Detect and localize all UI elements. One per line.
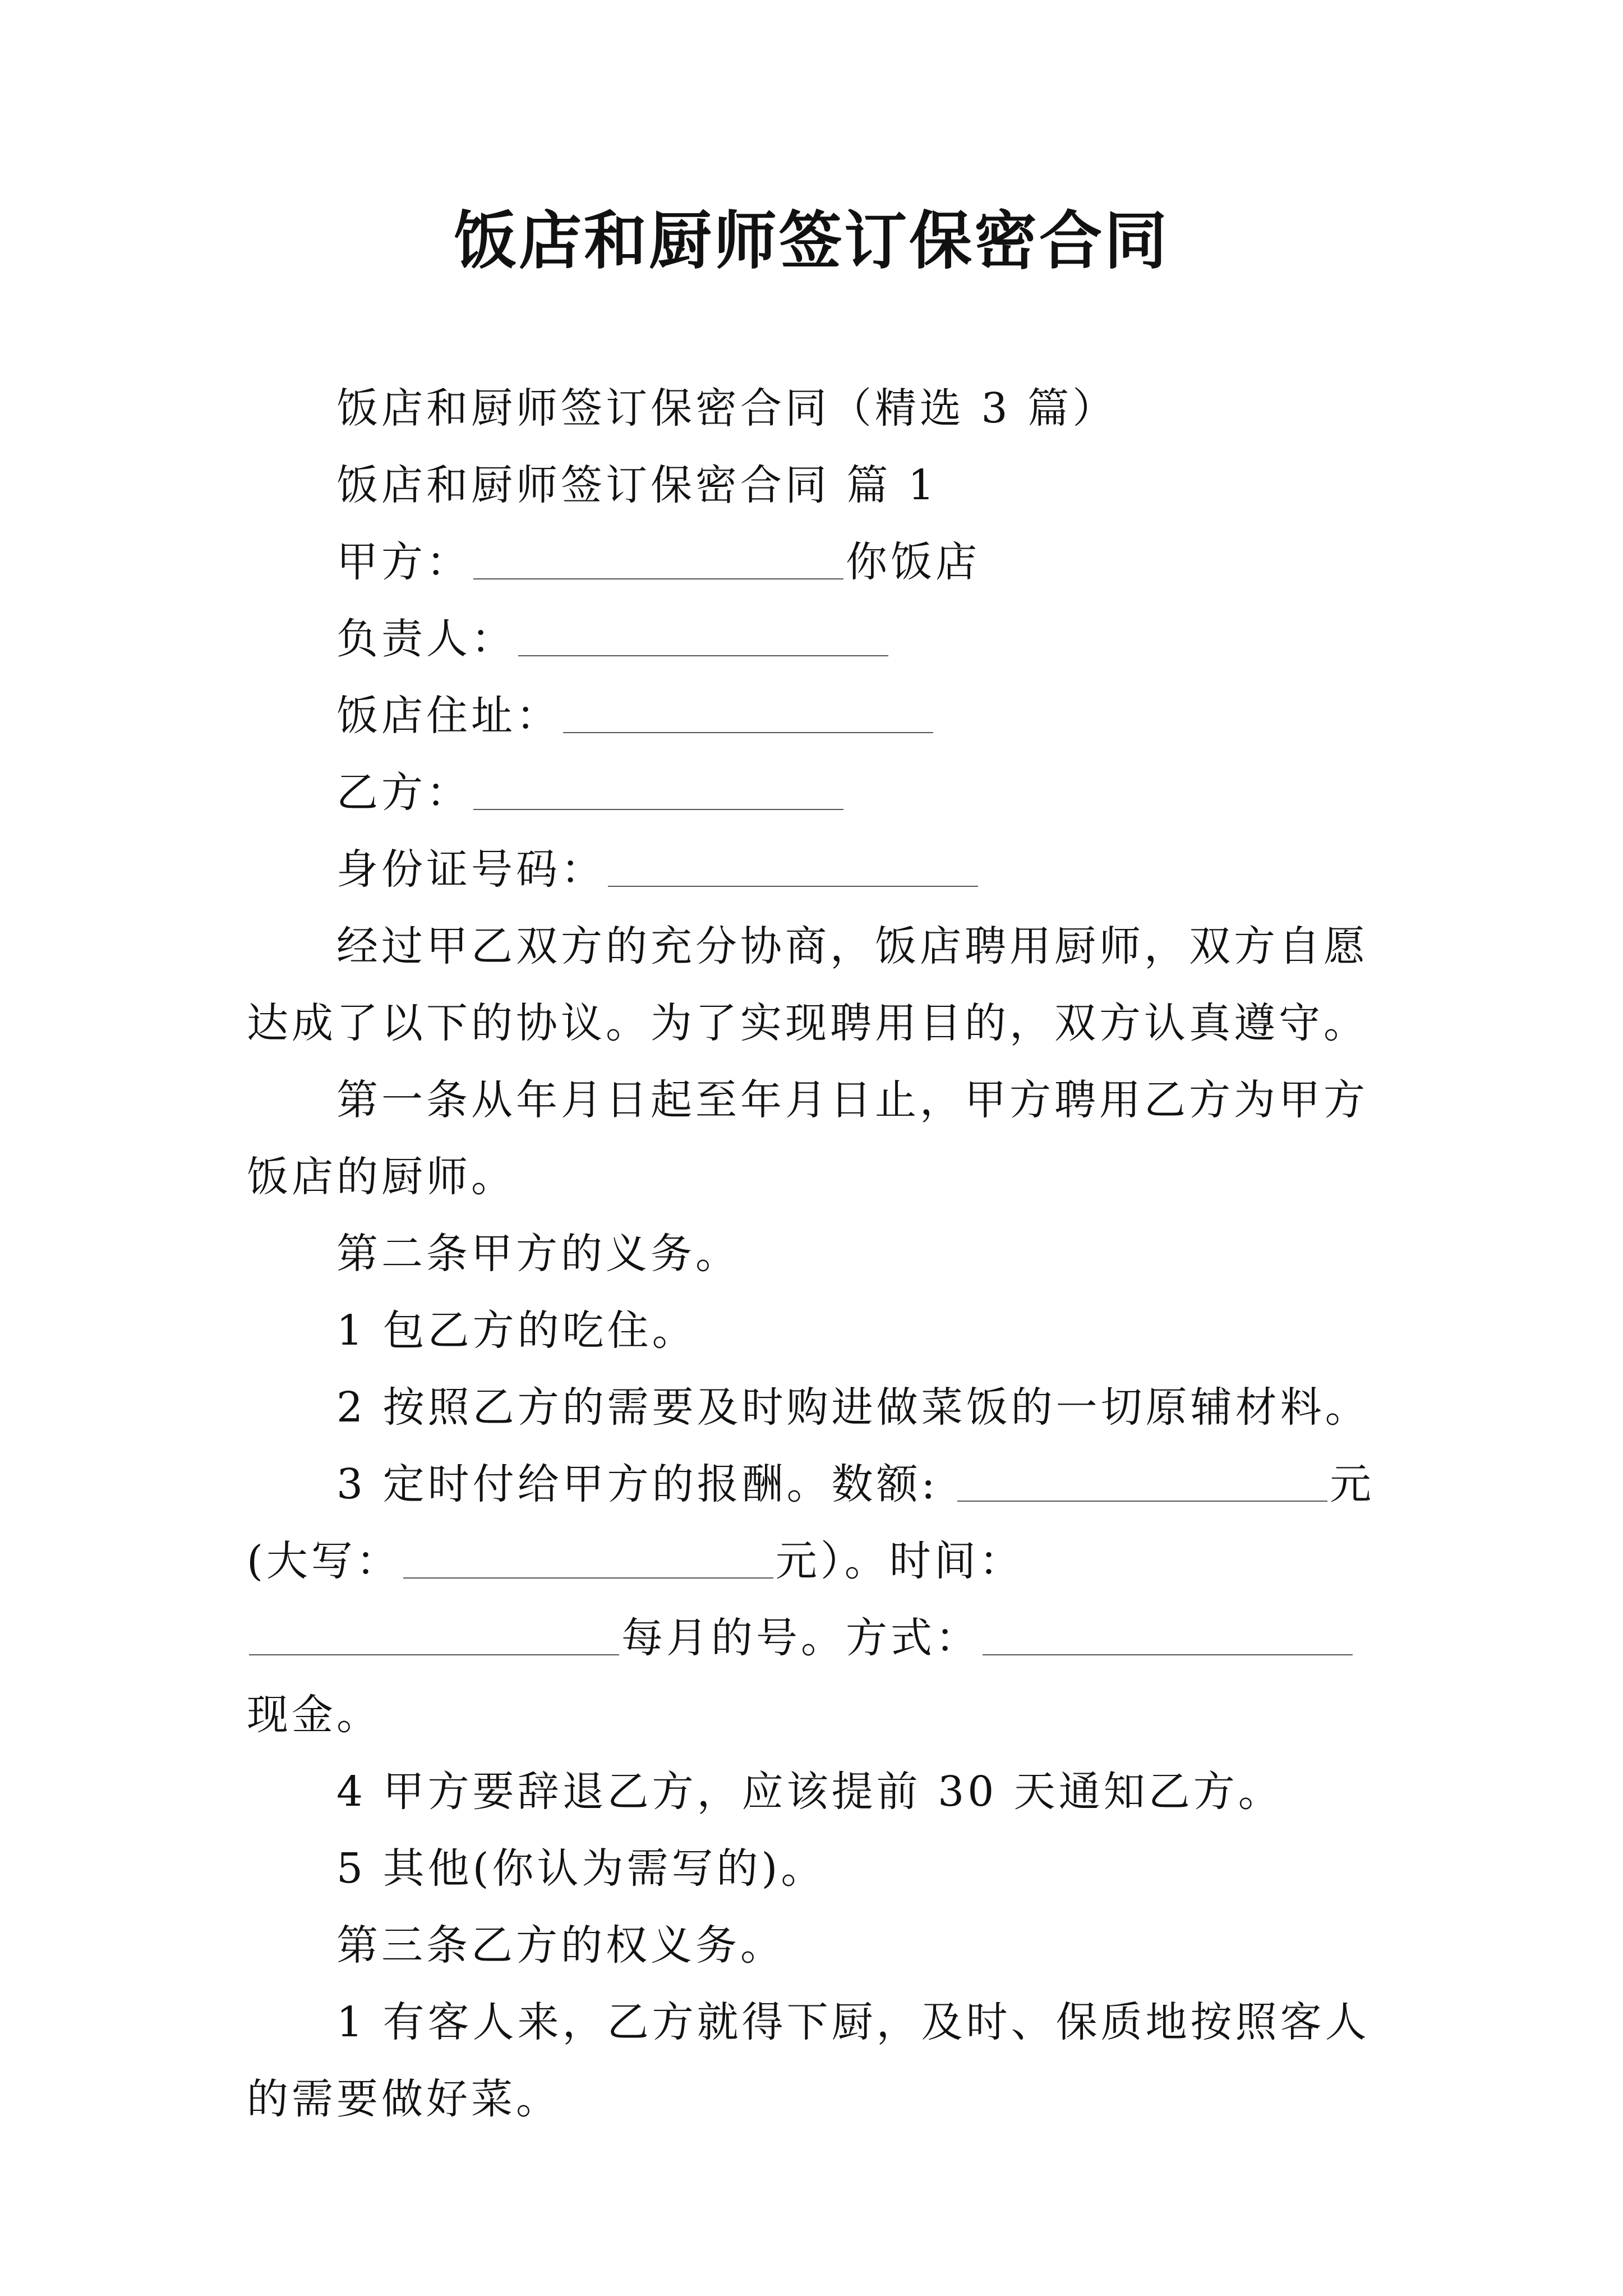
article-2-heading: 第二条甲方的义务。 (336, 1230, 740, 1278)
subtitle: 饭店和厨师签订保密合同（精选 3 篇） (336, 384, 1118, 432)
manager-line (247, 601, 1385, 678)
address-blank (563, 731, 933, 733)
address-line (247, 678, 1385, 754)
item-3-part-4: 每月的号。方式： (621, 1614, 980, 1662)
time-blank (249, 1654, 619, 1655)
party-b-line (247, 754, 1385, 831)
item-3-part-2: 元(大写： (247, 1460, 1375, 1585)
id-number-blank (608, 885, 978, 887)
item-3-part-5: 现金。 (247, 1691, 381, 1739)
article-2-item-2: 2 按照乙方的需要及时购进做菜饭的一切原辅材料。 (336, 1383, 1370, 1432)
article-2-item-5: 5 其他(你认为需写的)。 (336, 1844, 826, 1893)
id-number-label: 身份证号码： (336, 845, 606, 894)
party-a-line (247, 524, 1385, 601)
article-2-item-1: 1 包乙方的吃住。 (336, 1306, 697, 1355)
party-a-blank (473, 578, 843, 579)
article-2-item-4: 4 甲方要辞退乙方，应该提前 30 天通知乙方。 (336, 1768, 1283, 1816)
article-1: 第一条从年月日起至年月日止，甲方聘用乙方为甲方饭店的厨师。 (247, 1076, 1368, 1201)
party-b-blank (473, 808, 843, 810)
article-3-item-1: 1 有客人来，乙方就得下厨，及时、保质地按照客人的需要做好菜。 (247, 1998, 1370, 2123)
amount-blank (957, 1500, 1327, 1502)
manager-label: 负责人： (336, 615, 516, 663)
method-blank (983, 1654, 1353, 1655)
document-body (247, 370, 1385, 2138)
item-3-part-3: 元）。时间： (775, 1537, 1024, 1585)
item-3-part-1: 3 定时付给甲方的报酬。数额: (336, 1460, 956, 1508)
document-title: 饭店和厨师签订保密合同 (454, 204, 1169, 278)
chapter-heading: 饭店和厨师签订保密合同 篇 1 (336, 461, 938, 509)
intro-paragraph: 经过甲乙双方的充分协商，饭店聘用厨师，双方自愿达成了以下的协议。为了实现聘用目的，双方认真遵守。 (247, 922, 1368, 1047)
party-a-label: 甲方： (336, 538, 471, 586)
address-label: 饭店住址： (336, 692, 561, 740)
party-b-label: 乙方： (336, 769, 471, 817)
manager-blank (518, 655, 888, 656)
amount-words-blank (403, 1577, 773, 1579)
party-a-suffix: 你饭店 (846, 538, 980, 586)
id-number-line (247, 831, 1385, 908)
article-2-item-3 (247, 1446, 1385, 1754)
article-3-heading: 第三条乙方的权义务。 (336, 1921, 785, 1970)
